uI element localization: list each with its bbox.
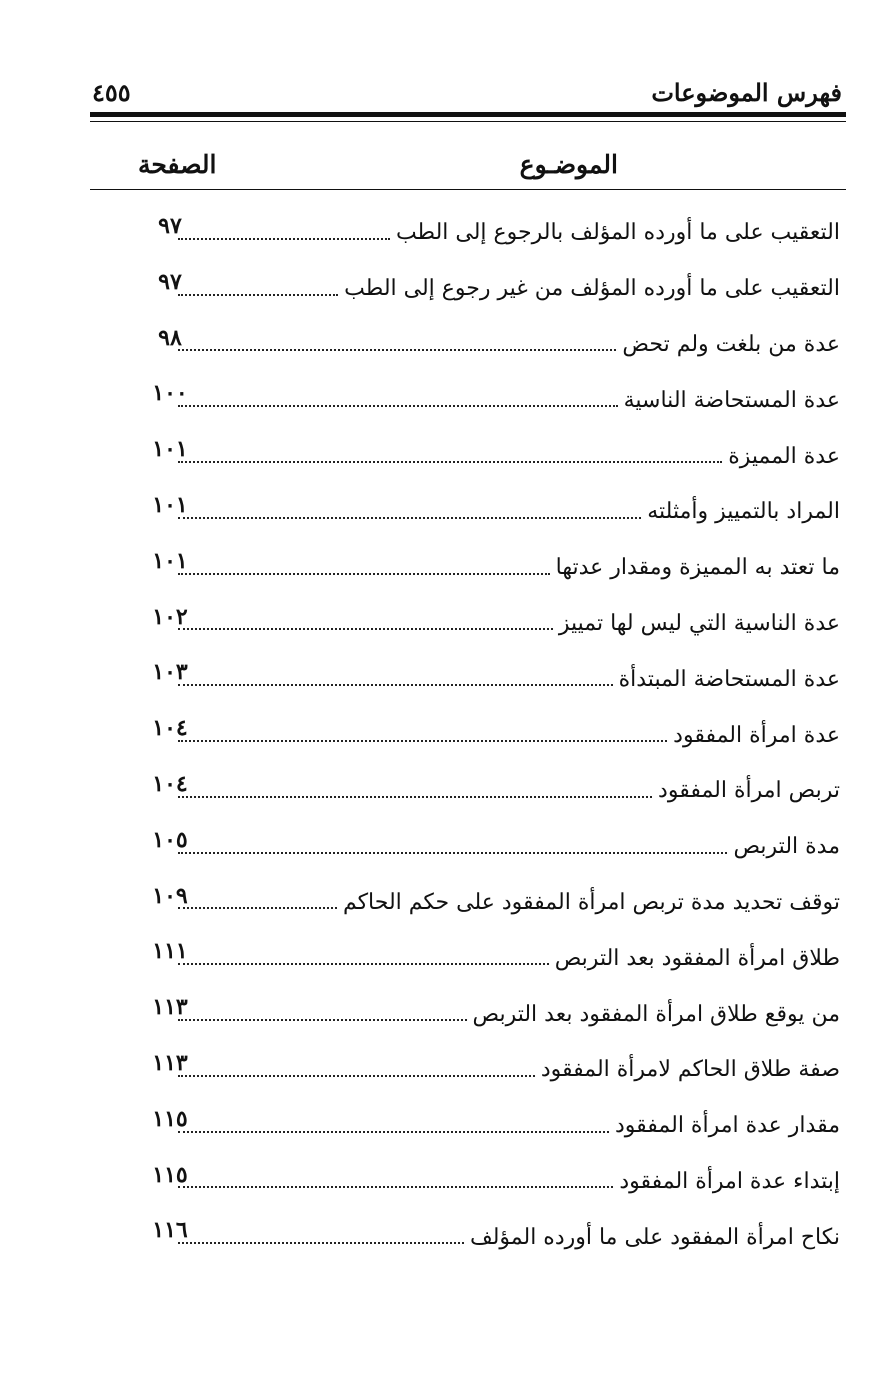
toc-dot-leader — [178, 1019, 467, 1021]
running-title: فهرس الموضوعات — [651, 78, 842, 107]
toc-dot-leader — [178, 796, 652, 798]
toc-entry — [150, 1154, 840, 1210]
toc-entry-page: ١١٥ — [152, 1161, 188, 1188]
header-rule-thin — [90, 121, 846, 122]
toc-entry — [150, 930, 840, 986]
toc-entry-title: إبتداء عدة امرأة المفقود — [619, 1168, 840, 1194]
toc-entry — [150, 484, 840, 540]
toc-entry — [150, 707, 840, 763]
column-heading-topic: الموضـوع — [519, 150, 618, 179]
column-heading-rule — [90, 189, 846, 190]
toc-dot-leader — [178, 461, 722, 463]
toc-entry-title: المراد بالتمييز وأمثلته — [647, 499, 840, 525]
toc-entry — [150, 596, 840, 652]
toc-dot-leader — [178, 349, 616, 351]
toc-entry — [150, 875, 840, 931]
toc-dot-leader — [178, 517, 641, 519]
toc-entry-page: ١١٦ — [152, 1217, 188, 1244]
toc-entry — [150, 205, 840, 261]
toc-entry — [150, 819, 840, 875]
toc-entry-title: مقدار عدة امرأة المفقود — [614, 1113, 840, 1139]
toc-entry — [150, 372, 840, 428]
toc-dot-leader — [178, 1131, 609, 1133]
toc-entry — [150, 261, 840, 317]
toc-dot-leader — [178, 573, 550, 575]
toc-entry-page: ١٠٣ — [152, 659, 188, 686]
toc-entry-page: ١٠١ — [152, 547, 188, 574]
column-heading-page: الصفحة — [138, 150, 217, 179]
toc-entry-title: توقف تحديد مدة تربص امرأة المفقود على حكم الحاكم — [342, 889, 840, 915]
toc-dot-leader — [178, 405, 618, 407]
toc-entry-page: ١١٣ — [152, 1049, 188, 1076]
toc-entry — [150, 1098, 840, 1154]
toc-entry-title: التعقيب على ما أورده المؤلف بالرجوع إلى الطب — [395, 220, 840, 246]
toc-entry-title: عدة من بلغت ولم تحض — [622, 331, 840, 357]
toc-entry-title: عدة المستحاضة الناسية — [623, 387, 840, 413]
toc-entry — [150, 540, 840, 596]
toc-dot-leader — [178, 1075, 535, 1077]
toc-entry-title: عدة المستحاضة المبتدأة — [618, 666, 840, 692]
toc-entry-page: ١٠١ — [152, 491, 188, 518]
column-headings — [90, 150, 846, 186]
toc-entry-page: ١٠٠ — [152, 380, 188, 407]
toc-dot-leader — [178, 740, 667, 742]
toc-dot-leader — [178, 684, 613, 686]
toc-entry — [150, 986, 840, 1042]
toc-entry-title: نكاح امرأة المفقود على ما أورده المؤلف — [469, 1224, 840, 1250]
page-number: ٤٥٥ — [92, 78, 131, 107]
toc-dot-leader — [178, 1242, 464, 1244]
toc-entry-title: التعقيب على ما أورده المؤلف من غير رجوع إلى الطب — [344, 276, 840, 302]
toc-entry-title: من يوقع طلاق امرأة المفقود بعد التربص — [472, 1001, 840, 1027]
toc-entry-page: ١٠٤ — [152, 770, 188, 797]
toc-entry-title: مدة التربص — [733, 834, 840, 860]
toc-entry-page: ١١٣ — [152, 994, 188, 1021]
toc-dot-leader — [178, 628, 553, 630]
toc-entry-title: طلاق امرأة المفقود بعد التربص — [554, 945, 840, 971]
toc-entry-title: عدة امرأة المفقود — [673, 722, 840, 748]
header-rule-thick — [90, 112, 846, 117]
toc-entry — [150, 763, 840, 819]
toc-entry-title: ما تعتد به المميزة ومقدار عدتها — [555, 555, 840, 581]
toc-dot-leader — [178, 963, 549, 965]
toc-dot-leader — [178, 1186, 613, 1188]
toc-entry-page: ١١٥ — [152, 1105, 188, 1132]
running-header — [92, 78, 842, 112]
table-of-contents — [150, 205, 840, 1265]
toc-entry-page: ١٠١ — [152, 436, 188, 463]
toc-entry — [150, 428, 840, 484]
toc-entry-page: ١٠٤ — [152, 715, 188, 742]
toc-entry-title: صفة طلاق الحاكم لامرأة المفقود — [540, 1057, 840, 1083]
toc-entry-page: ١٠٩ — [152, 882, 188, 909]
toc-entry-page: ٩٨ — [158, 324, 182, 351]
toc-entry — [150, 1209, 840, 1265]
toc-entry — [150, 317, 840, 373]
toc-entry-title: عدة المميزة — [728, 443, 840, 469]
toc-dot-leader — [178, 238, 390, 240]
toc-entry-page: ١٠٢ — [152, 603, 188, 630]
toc-entry-page: ١٠٥ — [152, 826, 188, 853]
toc-entry — [150, 651, 840, 707]
toc-entry-page: ١١١ — [152, 938, 188, 965]
toc-entry-page: ٩٧ — [158, 213, 182, 239]
toc-dot-leader — [178, 852, 727, 854]
toc-entry — [150, 1042, 840, 1098]
toc-entry-title: عدة الناسية التي ليس لها تمييز — [558, 610, 840, 636]
toc-entry-page: ٩٧ — [158, 268, 182, 295]
toc-entry-title: تربص امرأة المفقود — [658, 778, 840, 804]
